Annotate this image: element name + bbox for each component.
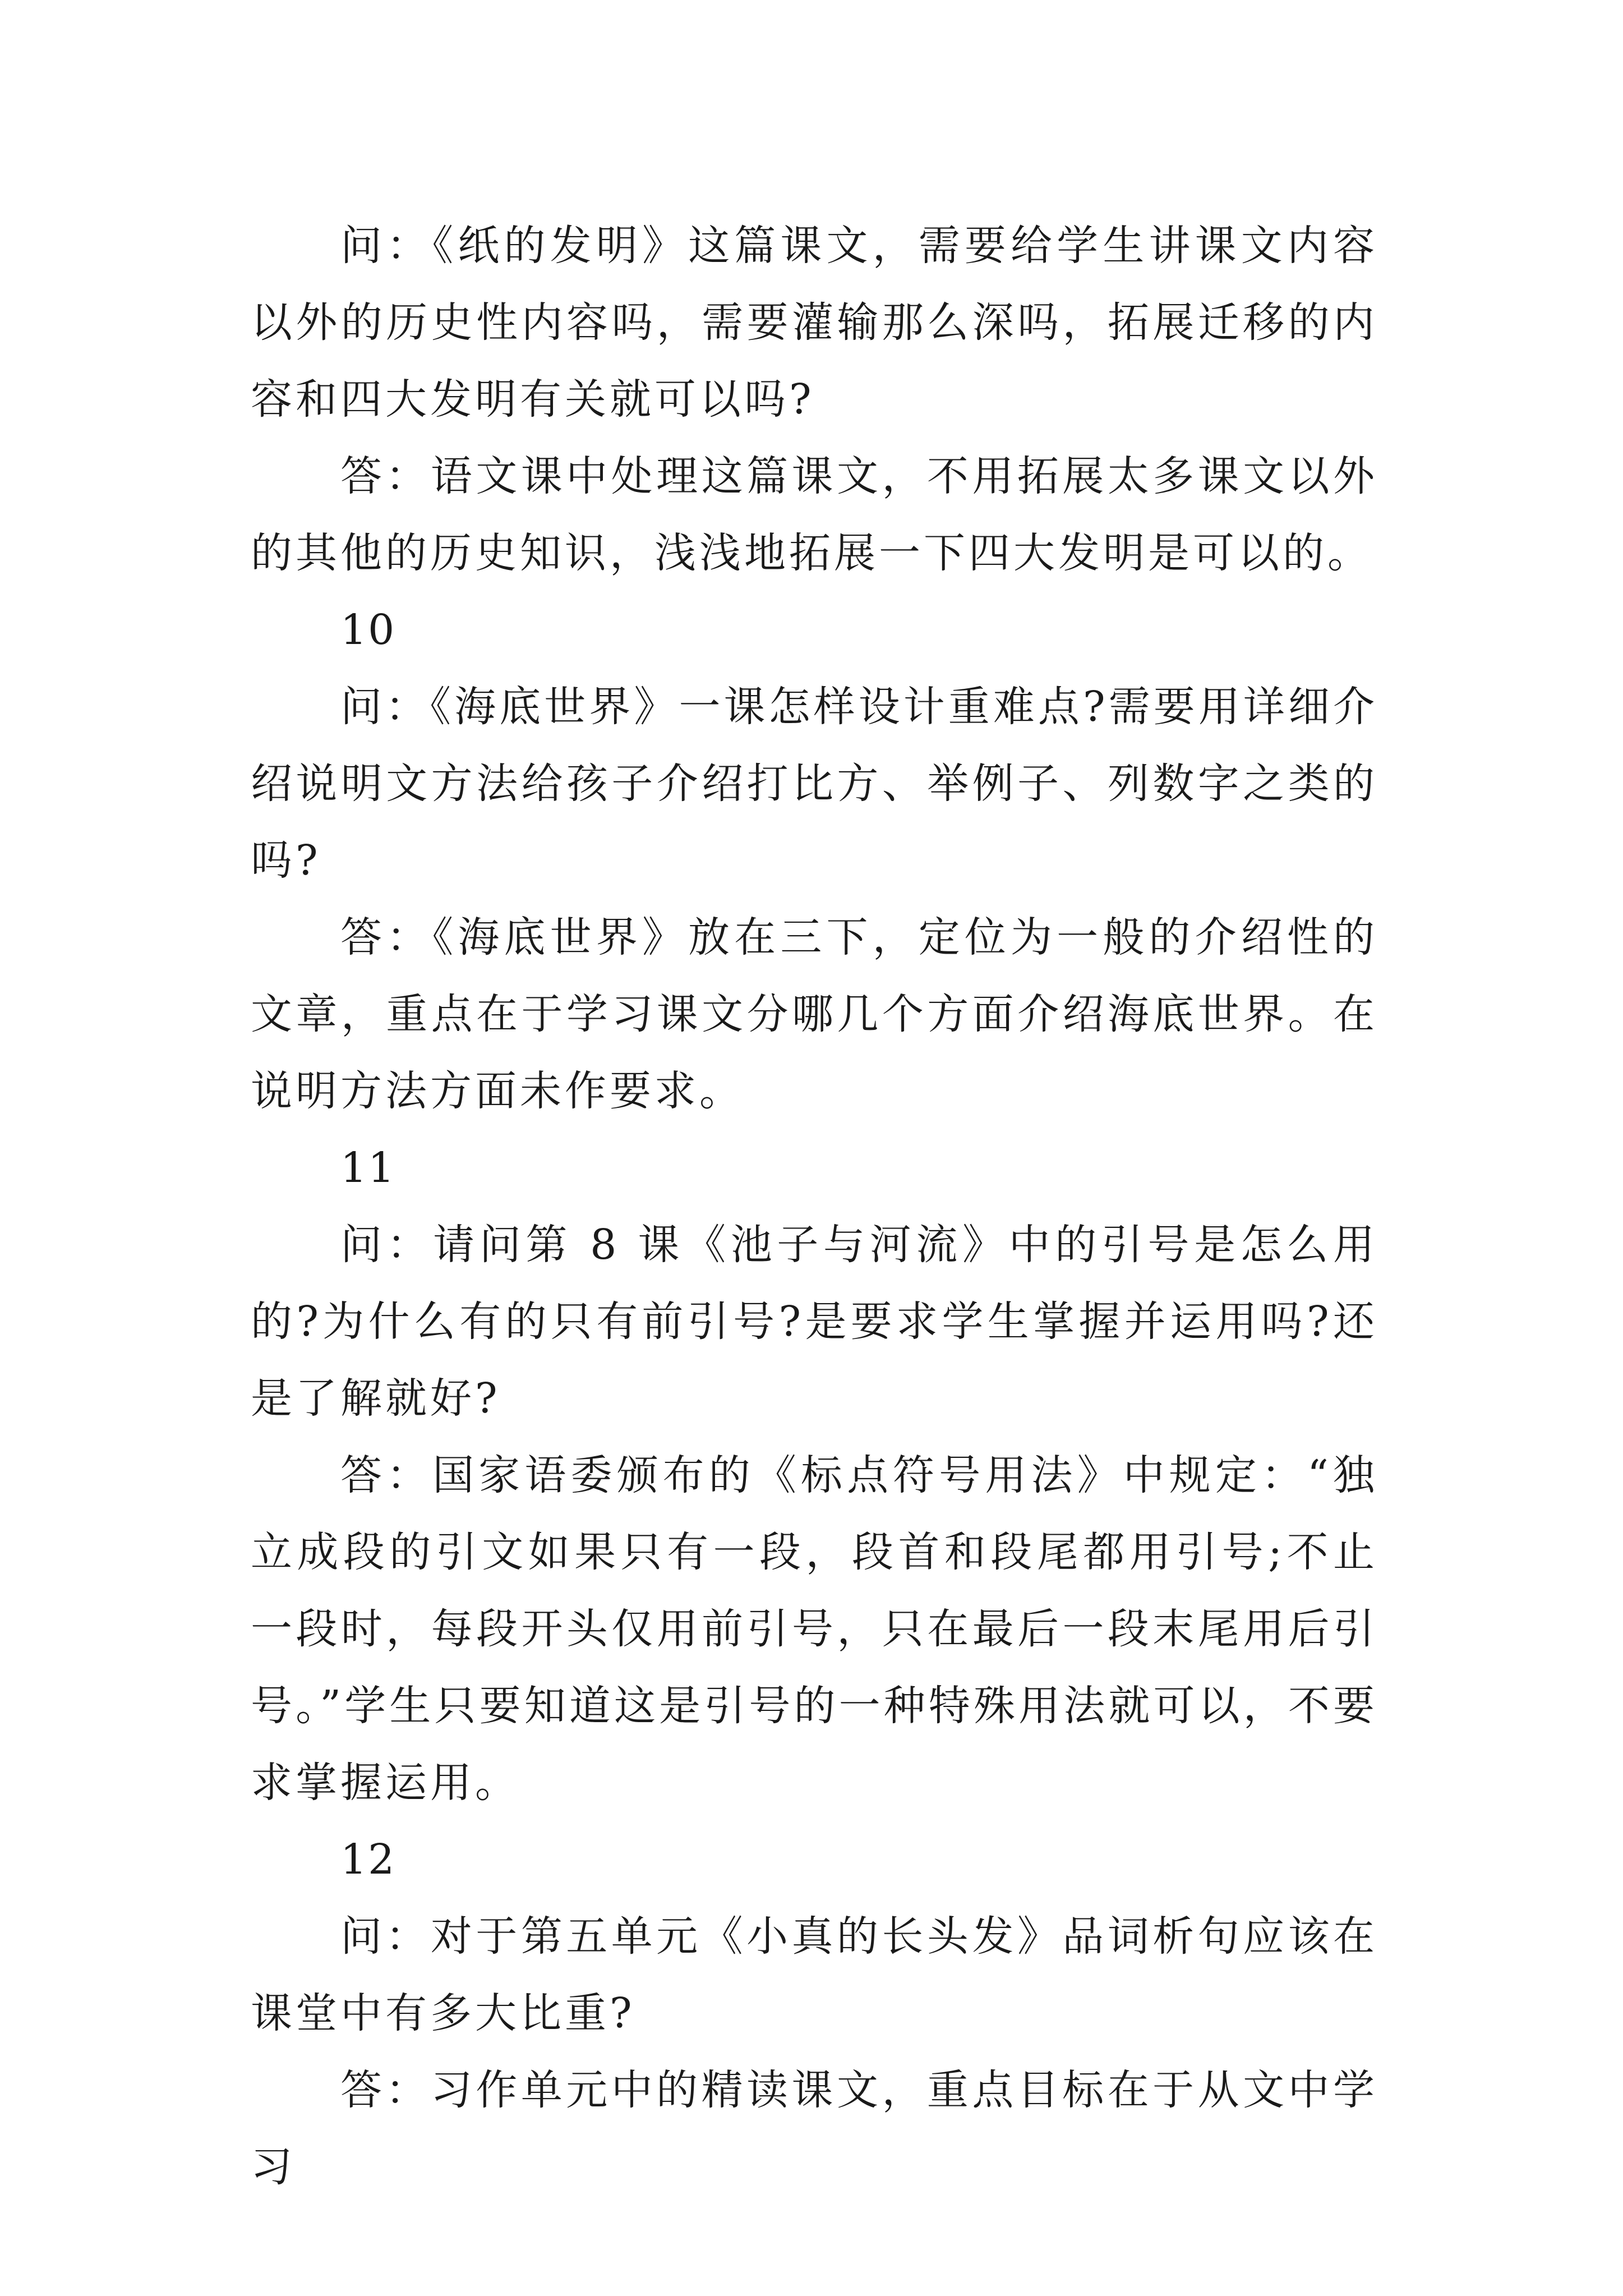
question-12: 问：对于第五单元《小真的长头发》品词析句应该在课堂中有多大比重? bbox=[251, 1912, 1378, 2037]
answer-10: 答：《海底世界》放在三下，定位为一般的介绍性的文章，重点在于学习课文分哪几个方面介绍海底世界。在说明方法方面未作要求。 bbox=[251, 913, 1378, 1115]
answer-12: 答：习作单元中的精读课文，重点目标在于从文中学习 bbox=[251, 2066, 1378, 2191]
document-page bbox=[251, 208, 1378, 2206]
question-11: 问：请问第 8 课《池子与河流》中的引号是怎么用的?为什么有的只有前引号?是要求学生掌握并运用吗?还是了解就好? bbox=[251, 1221, 1378, 1423]
answer-11: 答：国家语委颁布的《标点符号用法》中规定：“独立成段的引文如果只有一段，段首和段尾都用引号;不止一段时，每段开头仅用前引号，只在最后一段末尾用后引号。”学生只要知道这是引号的一种特殊用法就可以，不要求掌握运用。 bbox=[251, 1451, 1378, 1807]
item-number-12: 12 bbox=[340, 1835, 396, 1884]
item-number-11: 11 bbox=[340, 1144, 396, 1192]
answer-9: 答：语文课中处理这篇课文，不用拓展太多课文以外的其他的历史知识，浅浅地拓展一下四大发明是可以的。 bbox=[251, 452, 1378, 577]
question-10: 问：《海底世界》一课怎样设计重难点?需要用详细介绍说明文方法给孩子介绍打比方、举例子、列数字之类的吗? bbox=[251, 683, 1378, 885]
question-9: 问：《纸的发明》这篇课文，需要给学生讲课文内容以外的历史性内容吗，需要灌输那么深吗，拓展迁移的内容和四大发明有关就可以吗? bbox=[251, 222, 1378, 424]
item-number-10: 10 bbox=[340, 606, 396, 654]
